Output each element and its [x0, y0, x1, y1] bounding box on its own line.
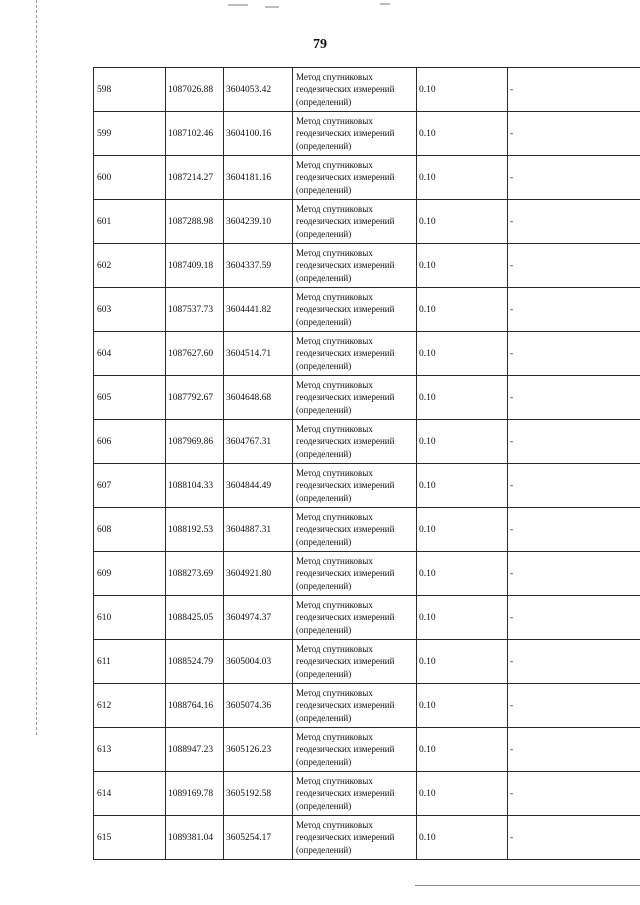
method-cell: Метод спутниковых геодезических измерений (определений)	[293, 640, 417, 684]
x-coordinate-cell: 1088273.69	[166, 552, 224, 596]
method-cell: Метод спутниковых геодезических измерений (определений)	[293, 596, 417, 640]
point-number-cell: 607	[94, 464, 166, 508]
accuracy-cell: 0.10	[417, 772, 508, 816]
table-row	[94, 552, 640, 596]
x-coordinate-cell: 1088764.16	[166, 684, 224, 728]
point-number-cell: 612	[94, 684, 166, 728]
point-number-cell: 606	[94, 420, 166, 464]
point-number-cell: 614	[94, 772, 166, 816]
page-number: 79	[313, 37, 327, 52]
table-row	[94, 464, 640, 508]
note-cell: -	[508, 200, 640, 244]
point-number-cell: 608	[94, 508, 166, 552]
y-coordinate-cell: 3604441.82	[224, 288, 293, 332]
x-coordinate-cell: 1088104.33	[166, 464, 224, 508]
y-coordinate-cell: 3604337.59	[224, 244, 293, 288]
method-cell: Метод спутниковых геодезических измерений (определений)	[293, 112, 417, 156]
accuracy-cell: 0.10	[417, 200, 508, 244]
note-cell: -	[508, 112, 640, 156]
method-cell: Метод спутниковых геодезических измерений (определений)	[293, 200, 417, 244]
x-coordinate-cell: 1087288.98	[166, 200, 224, 244]
point-number-cell: 602	[94, 244, 166, 288]
method-cell: Метод спутниковых геодезических измерений (определений)	[293, 156, 417, 200]
note-cell: -	[508, 420, 640, 464]
x-coordinate-cell: 1087969.86	[166, 420, 224, 464]
x-coordinate-cell: 1087409.18	[166, 244, 224, 288]
method-cell: Метод спутниковых геодезических измерений (определений)	[293, 508, 417, 552]
point-number-cell: 609	[94, 552, 166, 596]
y-coordinate-cell: 3604844.49	[224, 464, 293, 508]
note-cell: -	[508, 728, 640, 772]
y-coordinate-cell: 3604053.42	[224, 68, 293, 112]
method-cell: Метод спутниковых геодезических измерений (определений)	[293, 288, 417, 332]
coordinates-table	[93, 67, 640, 860]
note-cell: -	[508, 552, 640, 596]
point-number-cell: 605	[94, 376, 166, 420]
note-cell: -	[508, 288, 640, 332]
accuracy-cell: 0.10	[417, 420, 508, 464]
scan-artifact	[228, 4, 248, 6]
note-cell: -	[508, 772, 640, 816]
y-coordinate-cell: 3604921.80	[224, 552, 293, 596]
method-cell: Метод спутниковых геодезических измерений (определений)	[293, 464, 417, 508]
x-coordinate-cell: 1088524.79	[166, 640, 224, 684]
method-cell: Метод спутниковых геодезических измерений (определений)	[293, 420, 417, 464]
x-coordinate-cell: 1087102.46	[166, 112, 224, 156]
note-cell: -	[508, 816, 640, 860]
point-number-cell: 598	[94, 68, 166, 112]
x-coordinate-cell: 1087627.60	[166, 332, 224, 376]
table-row	[94, 508, 640, 552]
accuracy-cell: 0.10	[417, 68, 508, 112]
x-coordinate-cell: 1089381.04	[166, 816, 224, 860]
y-coordinate-cell: 3604767.31	[224, 420, 293, 464]
accuracy-cell: 0.10	[417, 596, 508, 640]
x-coordinate-cell: 1088192.53	[166, 508, 224, 552]
point-number-cell: 610	[94, 596, 166, 640]
table-row	[94, 112, 640, 156]
method-cell: Метод спутниковых геодезических измерений (определений)	[293, 332, 417, 376]
table-row	[94, 288, 640, 332]
note-cell: -	[508, 684, 640, 728]
accuracy-cell: 0.10	[417, 112, 508, 156]
note-cell: -	[508, 156, 640, 200]
method-cell: Метод спутниковых геодезических измерений (определений)	[293, 68, 417, 112]
table-row	[94, 640, 640, 684]
scan-artifact	[265, 6, 279, 8]
accuracy-cell: 0.10	[417, 640, 508, 684]
x-coordinate-cell: 1087792.67	[166, 376, 224, 420]
accuracy-cell: 0.10	[417, 244, 508, 288]
method-cell: Метод спутниковых геодезических измерений (определений)	[293, 772, 417, 816]
note-cell: -	[508, 508, 640, 552]
y-coordinate-cell: 3605254.17	[224, 816, 293, 860]
point-number-cell: 613	[94, 728, 166, 772]
y-coordinate-cell: 3605074.36	[224, 684, 293, 728]
point-number-cell: 615	[94, 816, 166, 860]
method-cell: Метод спутниковых геодезических измерений (определений)	[293, 244, 417, 288]
table-row	[94, 420, 640, 464]
note-cell: -	[508, 596, 640, 640]
accuracy-cell: 0.10	[417, 288, 508, 332]
x-coordinate-cell: 1089169.78	[166, 772, 224, 816]
y-coordinate-cell: 3605126.23	[224, 728, 293, 772]
point-number-cell: 600	[94, 156, 166, 200]
x-coordinate-cell: 1087214.27	[166, 156, 224, 200]
accuracy-cell: 0.10	[417, 816, 508, 860]
accuracy-cell: 0.10	[417, 508, 508, 552]
y-coordinate-cell: 3604514.71	[224, 332, 293, 376]
table-row	[94, 596, 640, 640]
table-row	[94, 156, 640, 200]
x-coordinate-cell: 1088947.23	[166, 728, 224, 772]
note-cell: -	[508, 640, 640, 684]
table-row	[94, 684, 640, 728]
point-number-cell: 604	[94, 332, 166, 376]
accuracy-cell: 0.10	[417, 332, 508, 376]
table-body	[94, 68, 640, 860]
table-row	[94, 332, 640, 376]
y-coordinate-cell: 3605192.58	[224, 772, 293, 816]
footer-rule	[415, 885, 640, 886]
note-cell: -	[508, 464, 640, 508]
note-cell: -	[508, 68, 640, 112]
y-coordinate-cell: 3604648.68	[224, 376, 293, 420]
y-coordinate-cell: 3604974.37	[224, 596, 293, 640]
note-cell: -	[508, 376, 640, 420]
method-cell: Метод спутниковых геодезических измерений (определений)	[293, 728, 417, 772]
y-coordinate-cell: 3605004.03	[224, 640, 293, 684]
accuracy-cell: 0.10	[417, 464, 508, 508]
x-coordinate-cell: 1087026.88	[166, 68, 224, 112]
accuracy-cell: 0.10	[417, 156, 508, 200]
accuracy-cell: 0.10	[417, 552, 508, 596]
binding-margin-line	[36, 0, 38, 735]
table-row	[94, 200, 640, 244]
note-cell: -	[508, 332, 640, 376]
y-coordinate-cell: 3604887.31	[224, 508, 293, 552]
y-coordinate-cell: 3604181.16	[224, 156, 293, 200]
method-cell: Метод спутниковых геодезических измерений (определений)	[293, 376, 417, 420]
note-cell: -	[508, 244, 640, 288]
x-coordinate-cell: 1088425.05	[166, 596, 224, 640]
point-number-cell: 603	[94, 288, 166, 332]
table-row	[94, 244, 640, 288]
y-coordinate-cell: 3604239.10	[224, 200, 293, 244]
table-row	[94, 772, 640, 816]
method-cell: Метод спутниковых геодезических измерений (определений)	[293, 816, 417, 860]
method-cell: Метод спутниковых геодезических измерений (определений)	[293, 684, 417, 728]
point-number-cell: 611	[94, 640, 166, 684]
accuracy-cell: 0.10	[417, 728, 508, 772]
table-row	[94, 376, 640, 420]
accuracy-cell: 0.10	[417, 376, 508, 420]
table-row	[94, 68, 640, 112]
scan-artifact	[380, 3, 390, 5]
accuracy-cell: 0.10	[417, 684, 508, 728]
table-row	[94, 728, 640, 772]
y-coordinate-cell: 3604100.16	[224, 112, 293, 156]
method-cell: Метод спутниковых геодезических измерений (определений)	[293, 552, 417, 596]
x-coordinate-cell: 1087537.73	[166, 288, 224, 332]
table-row	[94, 816, 640, 860]
point-number-cell: 601	[94, 200, 166, 244]
point-number-cell: 599	[94, 112, 166, 156]
